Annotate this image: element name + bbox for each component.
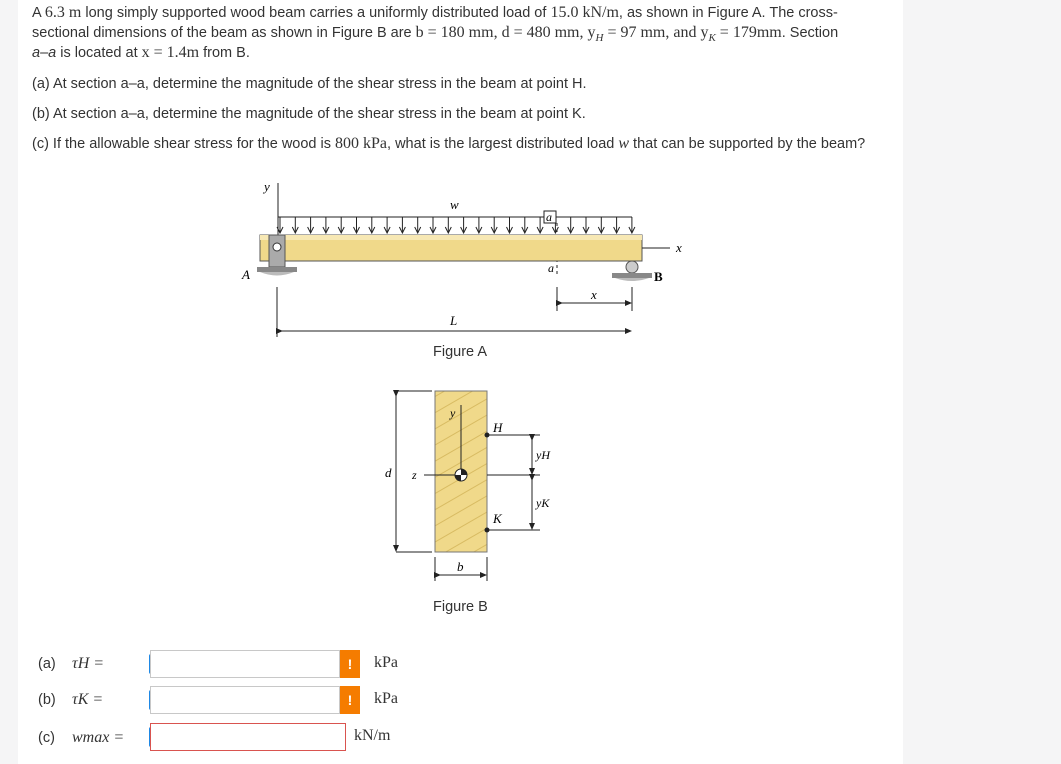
w-max-input[interactable]	[150, 723, 346, 751]
distributed-load-arrows	[277, 217, 635, 233]
point-h-label: H	[493, 420, 503, 435]
tau-k-input[interactable]	[150, 686, 340, 714]
warning-icon-a: !	[340, 650, 360, 678]
figure-a-beam-diagram	[230, 175, 700, 345]
answer-row-c: (c) wmax =	[38, 729, 125, 746]
problem-line-3: a–a is located at x = 1.4m from B.	[32, 44, 250, 61]
answer-row-a: (a) τH =	[38, 655, 105, 672]
section-a-bottom-label: a	[548, 261, 554, 275]
distributed-load: 15.0 kN/m	[550, 4, 619, 21]
yh-label: yH	[536, 448, 550, 462]
length-l-label: L	[450, 313, 458, 328]
x-dimension-label: x	[591, 287, 597, 302]
beam-length: 6.3 m	[44, 4, 82, 21]
left-margin	[0, 0, 18, 764]
support-b-label: B	[654, 269, 663, 284]
tau-h-input[interactable]	[150, 650, 340, 678]
y-axis-label: y	[264, 179, 270, 194]
unit-c: kN/m	[354, 727, 391, 744]
part-a-text: (a) At section a–a, determine the magnitude of the shear stress in the beam at point H.	[32, 76, 587, 92]
svg-text:a: a	[546, 210, 552, 224]
part-b-text: (b) At section a–a, determine the magnitude of the shear stress in the beam at point K.	[32, 106, 586, 122]
unit-a: kPa	[374, 654, 398, 671]
problem-line-2: sectional dimensions of the beam as shown in Figure B are b = 180 mm, d = 480 mm, $y_H = 97$ mm, and $y_K = 179mm$. Section	[32, 24, 839, 44]
width-b-label: b	[457, 559, 464, 574]
warning-icon-b: !	[340, 686, 360, 714]
right-margin	[903, 0, 1061, 764]
part-c-text: (c) If the allowable shear stress for the wood is 800 kPa, what is the largest distributed load w that can be supported by the beam?	[32, 135, 866, 152]
load-w-label: w	[450, 197, 459, 212]
figure-a-caption: Figure A	[433, 344, 487, 360]
answer-row-b: (b) τK =	[38, 691, 104, 708]
point-k-label: K	[493, 511, 502, 526]
depth-d-label: d	[385, 465, 392, 480]
x-axis-label: x	[676, 240, 682, 255]
roller-support-b	[612, 261, 652, 281]
unit-b: kPa	[374, 690, 398, 707]
z-label: z	[412, 468, 417, 482]
y-label: y	[450, 406, 456, 420]
yk-label: yK	[536, 496, 550, 510]
figure-b-caption: Figure B	[433, 599, 488, 615]
problem-line-1: A 6.3 m long simply supported wood beam carries a uniformly distributed load of 15.0 kN/m, as shown in Figure A. The cross-	[32, 4, 838, 21]
support-a-label: A	[242, 267, 250, 282]
figure-b-cross-section	[370, 385, 570, 585]
